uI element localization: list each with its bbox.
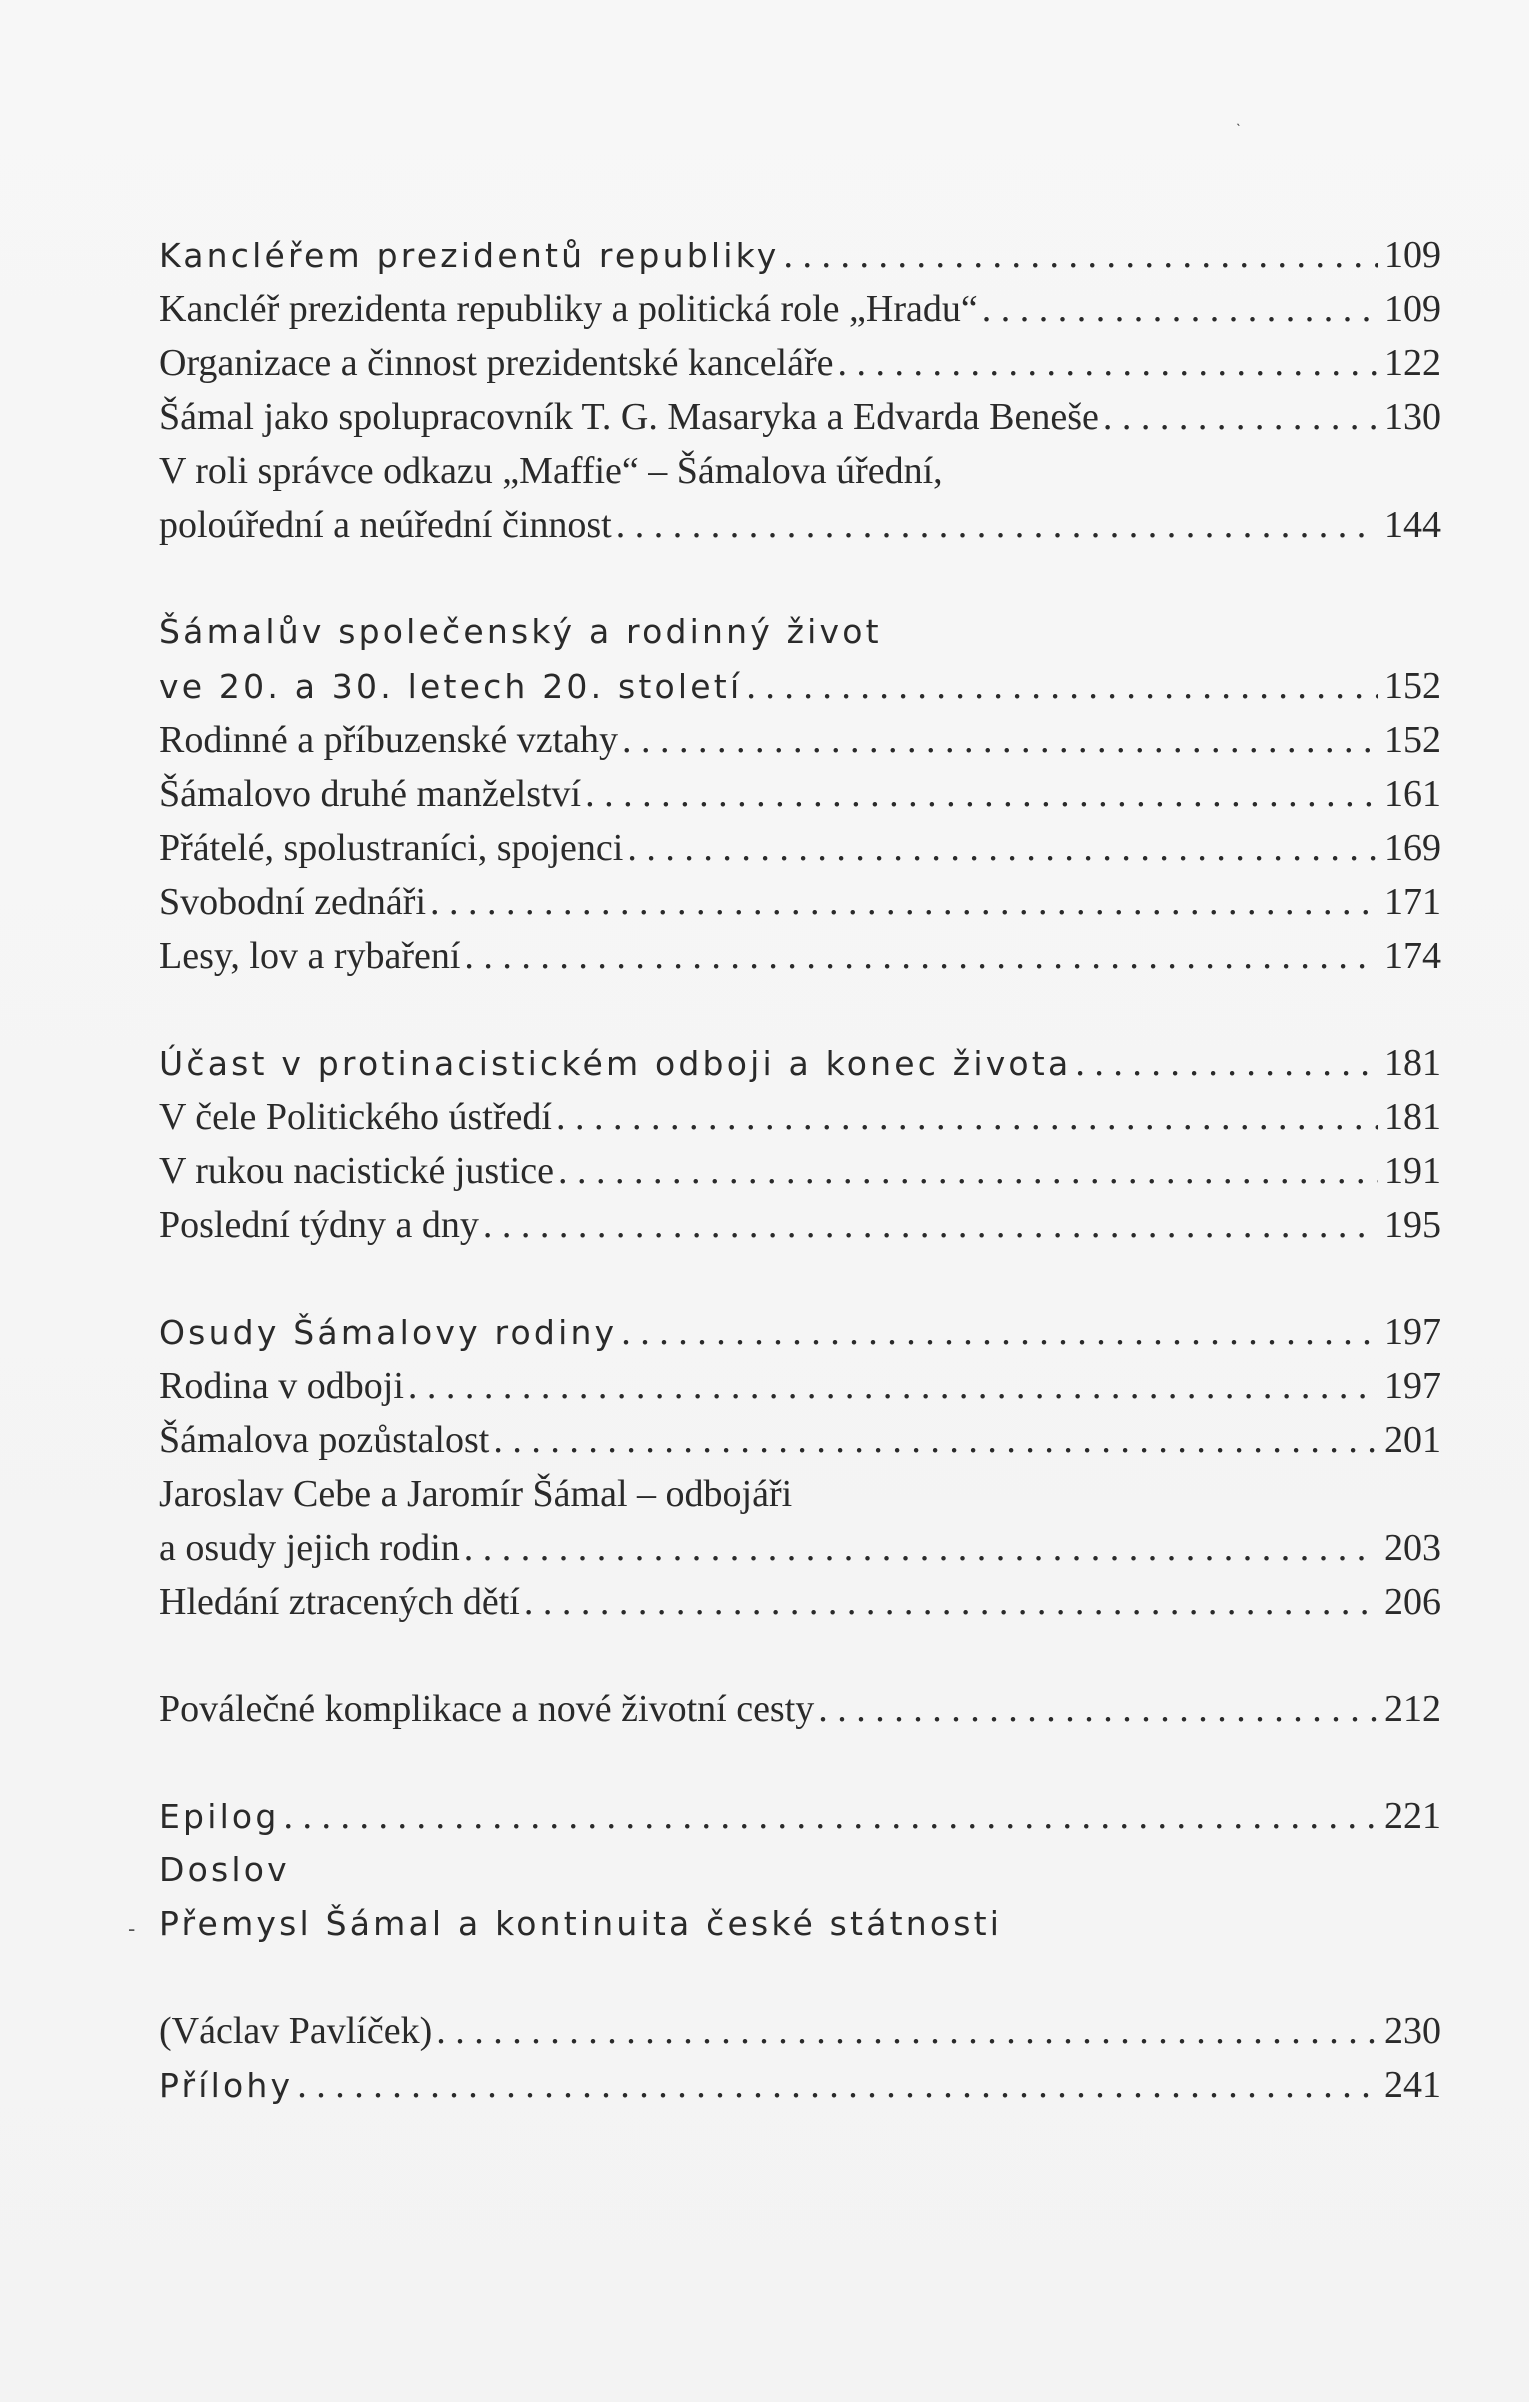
toc-entry[interactable] <box>159 282 1441 336</box>
toc-entry[interactable] <box>159 1897 1441 1951</box>
toc-page-number: 197 <box>1384 1311 1441 1353</box>
toc-entry-title: Doslov <box>159 1850 290 1889</box>
toc-leader-dots <box>627 821 1378 875</box>
toc-page-number: 109 <box>1384 234 1441 276</box>
toc-entry[interactable] <box>159 1305 1441 1359</box>
section-gap <box>159 983 1441 1036</box>
toc-entry-title: Poslední týdny a dny <box>159 1204 479 1246</box>
toc-entry-title: V roli správce odkazu „Maffie“ – Šámalova úřední, <box>159 450 943 492</box>
toc-leader-dots <box>746 659 1378 713</box>
toc-leader-dots <box>408 1359 1378 1413</box>
toc-page-number: 197 <box>1384 1365 1441 1407</box>
toc-leader-dots <box>297 2058 1378 2112</box>
toc-leader-dots <box>616 498 1378 552</box>
toc-leader-dots <box>622 713 1378 767</box>
toc-entry[interactable] <box>159 821 1441 875</box>
toc-page-number: 201 <box>1384 1419 1441 1461</box>
toc-leader-dots <box>524 1575 1378 1629</box>
page-speck: ˎ <box>1236 110 1242 127</box>
toc-entry[interactable] <box>159 1144 1441 1198</box>
toc-page-number: 171 <box>1384 881 1441 923</box>
toc-leader-dots <box>838 336 1379 390</box>
toc-entry[interactable] <box>159 1843 1441 1897</box>
toc-page-number: 130 <box>1384 396 1441 438</box>
toc-entry-title: V čele Politického ústředí <box>159 1096 552 1138</box>
toc-leader-dots <box>493 1413 1378 1467</box>
toc-page-number: 241 <box>1384 2064 1441 2106</box>
toc-page-number: 152 <box>1384 665 1441 707</box>
section-gap <box>159 1629 1441 1682</box>
toc-entry[interactable] <box>159 1359 1441 1413</box>
toc-entry[interactable] <box>159 1090 1441 1144</box>
toc-entry[interactable] <box>159 1198 1441 1252</box>
toc-entry[interactable] <box>159 1467 1441 1521</box>
toc-entry-title: poloúřední a neúřední činnost <box>159 504 612 546</box>
toc-entry-title: Poválečné komplikace a nové životní cesty <box>159 1688 815 1730</box>
toc-leader-dots <box>621 1305 1378 1359</box>
toc-page-number: 122 <box>1384 342 1441 384</box>
toc-entry-title: V rukou nacistické justice <box>159 1150 555 1192</box>
toc-page-number: 144 <box>1384 504 1441 546</box>
toc-entry-title: Lesy, lov a rybaření <box>159 935 461 977</box>
toc-entry-title: Šámal jako spolupracovník T. G. Masaryka a Edvarda Beneše <box>159 396 1099 438</box>
toc-entry-title: Osudy Šámalovy rodiny <box>159 1313 618 1352</box>
toc-entry-title: Šámalovo druhé manželství <box>159 773 582 815</box>
toc-entry-title: Přílohy <box>159 2066 294 2105</box>
toc-leader-dots <box>982 282 1378 336</box>
toc-entry-title: Účast v protinacistickém odboji a konec života <box>159 1044 1072 1083</box>
toc-entry-title: Svobodní zednáři <box>159 881 427 923</box>
toc-page-number: 212 <box>1384 1688 1441 1730</box>
toc-leader-dots <box>483 1198 1378 1252</box>
toc-entry-title: (Václav Pavlíček) <box>159 2010 433 2052</box>
toc-page-number: 191 <box>1384 1150 1441 1192</box>
toc-entry[interactable] <box>159 390 1441 444</box>
toc-page-number: 221 <box>1384 1795 1441 1837</box>
toc-leader-dots <box>558 1144 1378 1198</box>
toc-page-number: 181 <box>1384 1042 1441 1084</box>
toc-entry-title: Přemysl Šámal a kontinuita české státnosti <box>159 1904 1003 1943</box>
table-of-contents <box>159 228 1441 2112</box>
toc-entry[interactable] <box>159 659 1441 713</box>
toc-page-number: 152 <box>1384 719 1441 761</box>
toc-entry[interactable] <box>159 1036 1441 1090</box>
toc-entry-title: Hledání ztracených dětí <box>159 1581 520 1623</box>
toc-entry[interactable] <box>159 1789 1441 1843</box>
toc-leader-dots <box>783 228 1378 282</box>
margin-pencil-mark: - <box>128 1916 136 1941</box>
toc-page-number: 195 <box>1384 1204 1441 1246</box>
toc-entry-title: Přátelé, spolustraníci, spojenci <box>159 827 624 869</box>
toc-leader-dots <box>1103 390 1378 444</box>
toc-entry-title: Kancléř prezidenta republiky a politická role „Hradu“ <box>159 288 978 330</box>
toc-entry[interactable] <box>159 713 1441 767</box>
toc-entry-title: Jaroslav Cebe a Jaromír Šámal – odbojáři <box>159 1473 793 1515</box>
toc-page-number: 161 <box>1384 773 1441 815</box>
toc-leader-dots <box>464 929 1378 983</box>
toc-entry-title: ve 20. a 30. letech 20. století <box>159 667 743 706</box>
toc-page-number: 169 <box>1384 827 1441 869</box>
toc-page-number: 181 <box>1384 1096 1441 1138</box>
toc-entry[interactable] <box>159 444 1441 498</box>
toc-entry[interactable] <box>159 1521 1441 1575</box>
toc-entry[interactable] <box>159 875 1441 929</box>
toc-entry-title: Šámalova pozůstalost <box>159 1419 490 1461</box>
toc-page-number: 109 <box>1384 288 1441 330</box>
toc-page-number: 174 <box>1384 935 1441 977</box>
toc-page-number: 203 <box>1384 1527 1441 1569</box>
toc-entry-title: Kancléřem prezidentů republiky <box>159 236 780 275</box>
section-gap <box>159 1951 1441 2004</box>
section-gap <box>159 552 1441 605</box>
toc-entry[interactable] <box>159 767 1441 821</box>
toc-entry[interactable] <box>159 929 1441 983</box>
toc-entry-title: Rodina v odboji <box>159 1365 404 1407</box>
toc-leader-dots <box>430 875 1378 929</box>
toc-entry[interactable] <box>159 336 1441 390</box>
toc-entry[interactable] <box>159 1575 1441 1629</box>
toc-entry-title: Epilog <box>159 1797 280 1836</box>
toc-leader-dots <box>1075 1036 1378 1090</box>
toc-entry[interactable] <box>159 498 1441 552</box>
section-gap <box>159 1252 1441 1305</box>
toc-entry-title: Organizace a činnost prezidentské kanceláře <box>159 342 834 384</box>
toc-entry-title: Rodinné a příbuzenské vztahy <box>159 719 619 761</box>
toc-leader-dots <box>818 1682 1378 1736</box>
toc-leader-dots <box>464 1521 1378 1575</box>
toc-page-number: 206 <box>1384 1581 1441 1623</box>
toc-entry-title: a osudy jejich rodin <box>159 1527 460 1569</box>
toc-entry[interactable] <box>159 1682 1441 1736</box>
toc-entry[interactable] <box>159 1413 1441 1467</box>
toc-page-number: 230 <box>1384 2010 1441 2052</box>
toc-entry[interactable] <box>159 2004 1441 2058</box>
toc-leader-dots <box>556 1090 1378 1144</box>
toc-entry[interactable] <box>159 228 1441 282</box>
toc-entry-title: Šámalův společenský a rodinný život <box>159 612 882 651</box>
section-gap <box>159 1736 1441 1789</box>
toc-leader-dots <box>436 2004 1378 2058</box>
toc-entry[interactable] <box>159 605 1441 659</box>
toc-leader-dots <box>585 767 1378 821</box>
toc-leader-dots <box>283 1789 1378 1843</box>
toc-entry[interactable] <box>159 2058 1441 2112</box>
